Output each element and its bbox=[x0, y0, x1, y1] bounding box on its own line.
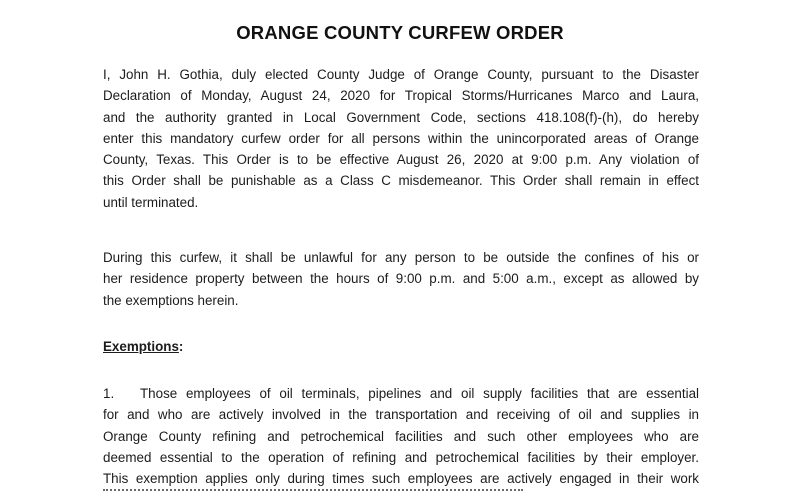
paragraph-line: County, Texas. This Order is to be effective August 26, 2020 at 9:00 p.m. Any violation of bbox=[103, 152, 699, 168]
curfew-paragraph bbox=[103, 247, 699, 311]
exemption-first-line bbox=[103, 383, 699, 404]
paragraph-line: until terminated. bbox=[103, 194, 199, 210]
exemption-line: This exemption applies only during times such employees are actively engaged in their work bbox=[103, 471, 699, 487]
paragraph-line: the exemptions herein. bbox=[103, 292, 239, 308]
paragraph-line: this Order shall be punishable as a Class C misdemeanor. This Order shall remain in effect bbox=[103, 173, 699, 189]
exemption-item-1 bbox=[103, 383, 699, 489]
paragraph-line: I, John H. Gothia, duly elected County Judge of Orange County, pursuant to the Disaster bbox=[103, 67, 699, 82]
exemption-line: deemed essential to the operation of refining and petrochemical facilities by their employer. bbox=[103, 449, 699, 465]
cut-off-text-line bbox=[103, 489, 699, 493]
exemption-line: Orange County refining and petrochemical facilities and such other employees who are bbox=[103, 428, 699, 444]
paragraph-line: and the authority granted in Local Government Code, sections 418.108(f)-(h), do hereby bbox=[103, 109, 699, 125]
exemptions-heading-colon: : bbox=[178, 339, 184, 354]
exemptions-heading bbox=[103, 336, 183, 357]
paragraph-line: During this curfew, it shall be unlawful for any person to be outside the confines of his or bbox=[103, 250, 699, 265]
exemption-line: for and who are actively involved in the transportation and receiving of oil and supplies in bbox=[103, 407, 699, 423]
order-paragraph bbox=[103, 64, 699, 213]
document-title: ORANGE COUNTY CURFEW ORDER bbox=[236, 22, 564, 43]
paragraph-line: Declaration of Monday, August 24, 2020 for Tropical Storms/Hurricanes Marco and Laura, bbox=[103, 88, 699, 104]
paragraph-line: her residence property between the hours of 9:00 p.m. and 5:00 a.m., except as allowed by bbox=[103, 271, 699, 287]
exemption-line-text: Those employees of oil terminals, pipelines and oil supply facilities that are essential bbox=[140, 386, 699, 401]
exemptions-heading-text: Exemptions bbox=[103, 339, 179, 354]
exemption-number: 1. bbox=[103, 386, 115, 401]
paragraph-line: enter this mandatory curfew order for all persons within the unincorporated areas of Orange bbox=[103, 130, 699, 146]
